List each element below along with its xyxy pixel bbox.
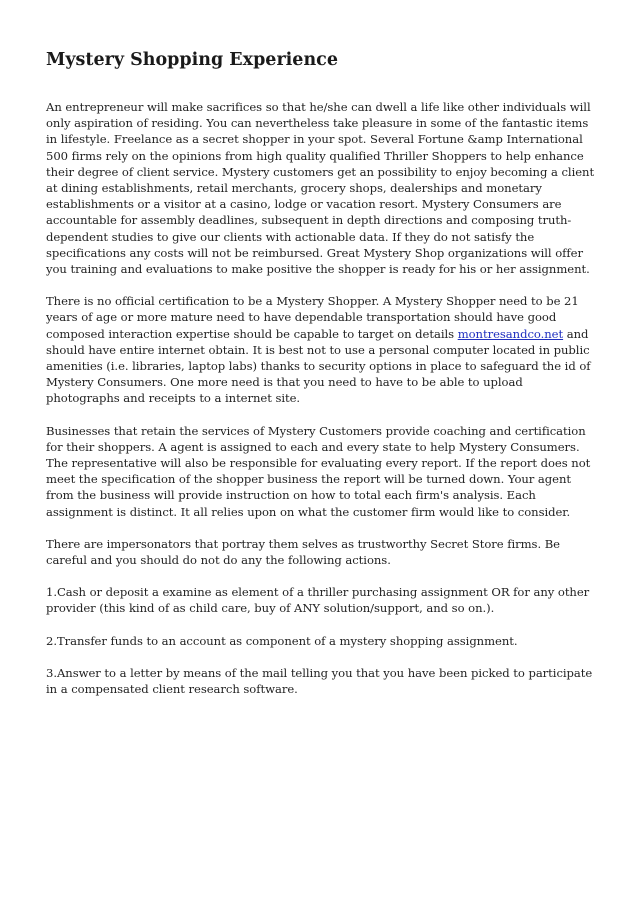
paragraph-intro: An entrepreneur will make sacrifices so that he/she can dwell a life like other individuals will only aspiration of residing. You can nevertheless take pleasure in some of the fantastic items in lifestyle. Freelance as a secret shopper in your spot. Several Fortune &amp International 500 firms rely on the opinions from high quality qualified Thriller Shoppers to help enhance their degree of client service. Mystery customers get an possibility to enjoy becoming a client at dining establishments, retail merchants, grocery shops, dealerships and monetary establishments or a visitor at a casino, lodge or vacation resort. Mystery Consumers are accountable for assembly deadlines, subsequent in depth directions and composing truth-dependent studies to give our clients with actionable data. If they do not satisfy the specifications any costs will not be reimbursed. Great Mystery Shop organizations will offer you training and evaluations to make positive the shopper is ready for his or her assignment.	[46, 100, 595, 277]
list-item-3: 3.Answer to a letter by means of the mail telling you that you have been picked to participate in a compensated client research software.	[46, 665, 593, 697]
paragraph-impersonators: There are impersonators that portray them selves as trustworthy Secret Store firms. Be careful and you should do not do any the following actions.	[46, 536, 560, 568]
paragraph-requirements	[46, 293, 598, 406]
paragraph-businesses: Businesses that retain the services of Mystery Customers provide coaching and certification for their shoppers. A agent is assigned to each and every state to help Mystery Consumers. The representative will also be responsible for evaluating every report. If the report does not meet the specification of the shopper business the report will be turned down. Your agent from the business will provide instruction on how to total each firm's analysis. Each assignment is distinct. It all relies upon on what the customer firm would like to consider.	[46, 423, 591, 519]
list-item-2: 2.Transfer funds to an account as component of a mystery shopping assignment.	[46, 633, 518, 648]
paragraph-text: and should have entire internet obtain. It is best not to use a personal computer located in public amenities (i.e. libraries, laptop labs) thanks to security options in place to safeguard the id of Mystery Consumers. One more need is that you need to have to be able to upload photographs and receipts to a internet site.	[46, 326, 591, 406]
paragraph-text: There is no official certification to be a Mystery Shopper. A Mystery Shopper need to be 21 years of age or more mature need to have dependable transportation should have good composed interaction expertise should be capable to target on details	[46, 294, 579, 341]
document-title: Mystery Shopping Experience	[46, 50, 338, 70]
document-page	[46, 48, 598, 713]
montresandco-link[interactable]: montresandco.net	[457, 326, 564, 341]
list-item-1: 1.Cash or deposit a examine as element of a thriller purchasing assignment OR for any other provider (this kind of as child care, buy of ANY solution/support, and so on.).	[46, 585, 590, 616]
